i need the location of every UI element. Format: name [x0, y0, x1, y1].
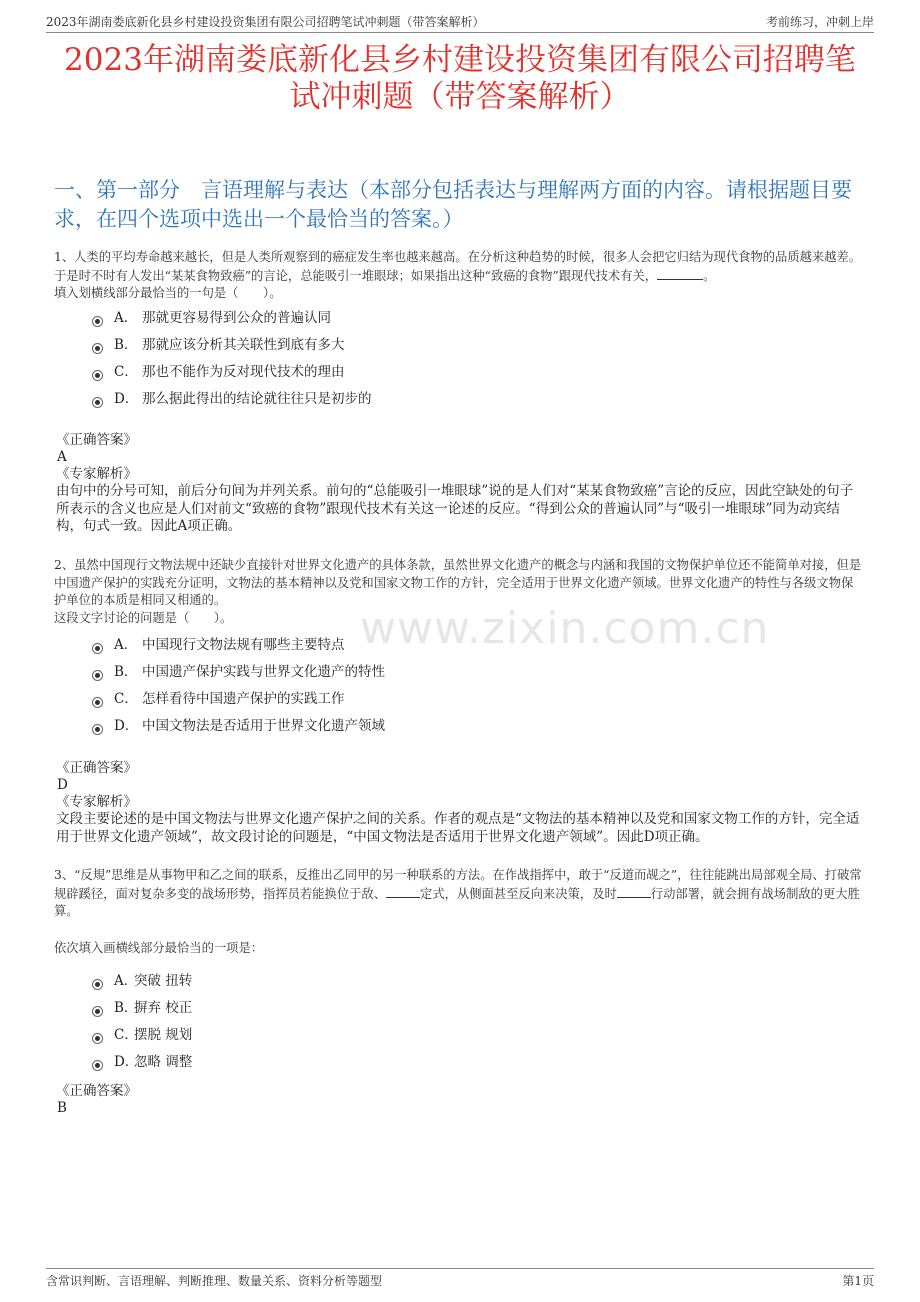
page-header	[46, 10, 874, 33]
explanation-text: 文段主要论述的是中国文物法与世界文化遗产保护之间的关系。作者的观点是“文物法的基本精神以及党和国家文物工作的方针，完全适用于世界文化遗产领域”，故文段讨论的问题是，“中国文物法是否适用于世界文化遗产领域”。因此D项正确。	[56, 811, 860, 845]
radio-icon[interactable]	[92, 370, 103, 381]
document-title: 2023年湖南娄底新化县乡村建设投资集团有限公司招聘笔试冲刺题（带答案解析）	[64, 42, 856, 115]
option-a[interactable]: A． 那就更容易得到公众的普遍认同	[92, 308, 372, 335]
radio-icon[interactable]	[92, 697, 103, 708]
question-1-stem: 1、人类的平均寿命越来越长，但是人类所观察到的癌症发生率也越来越高。在分析这种趋势的时候，很多人会把它归结为现代食物的品质越来越差。于是时不时有人发出“某某食物致癌”的言论，总能吸引一堆眼球；如果指出这种“致癌的食物”跟现代技术有关， 。 填入划横线部分最恰当的一句是（ ）。	[54, 250, 862, 300]
explanation-label: 《专家解析》	[56, 794, 137, 810]
option-d[interactable]: D． 那么据此得出的结论就往往只是初步的	[92, 389, 372, 416]
radio-icon[interactable]	[92, 343, 103, 354]
option-d[interactable]: D． 中国文物法是否适用于世界文化遗产领域	[92, 716, 385, 743]
option-c[interactable]: C． 那也不能作为反对现代技术的理由	[92, 362, 372, 389]
option-c[interactable]: C． 怎样看待中国遗产保护的实践工作	[92, 689, 385, 716]
question-2-prompt: 这段文字讨论的问题是（ ）。	[54, 610, 233, 625]
option-c[interactable]: C．摆脱 规划	[92, 1025, 192, 1052]
option-b[interactable]: B． 那就应该分析其关联性到底有多大	[92, 335, 372, 362]
option-a[interactable]: A．突破 扭转	[92, 971, 192, 998]
footer-description: 含常识判断、言语理解、判断推理、数量关系、资料分析等题型	[46, 1274, 383, 1288]
answer-label: 《正确答案》	[56, 1083, 137, 1099]
radio-icon[interactable]	[92, 979, 103, 990]
question-2-stem: 2、虽然中国现行文物法规中还缺少直接针对世界文化遗产的具体条款，虽然世界文化遗产的概念与内涵和我国的文物保护单位还不能简单对接，但是中国遗产保护的实践充分证明，文物法的基本精神以及党和国家文物工作的方针，完全适用于世界文化遗产领域。世界文化遗产的特性与各级文物保护单位的本质是相同又相通的。 这段文字讨论的问题是（ ）。	[54, 558, 862, 625]
radio-icon[interactable]	[92, 316, 103, 327]
radio-icon[interactable]	[92, 397, 103, 408]
page-footer	[46, 1268, 874, 1289]
radio-icon[interactable]	[92, 670, 103, 681]
question-3-options	[92, 971, 192, 1079]
radio-icon[interactable]	[92, 1033, 103, 1044]
answer-label: 《正确答案》	[56, 432, 137, 448]
question-1-prompt: 填入划横线部分最恰当的一句是（ ）。	[54, 286, 282, 300]
header-doc-title: 2023年湖南娄底新化县乡村建设投资集团有限公司招聘笔试冲刺题（带答案解析）	[46, 15, 485, 29]
section-heading: 一、第一部分 言语理解与表达（本部分包括表达与理解两方面的内容。请根据题目要求，在四个选项中选出一个最恰当的答案。）	[54, 178, 852, 231]
fill-blank	[657, 267, 703, 280]
question-3-answer-block	[56, 1083, 864, 1117]
fill-blank	[617, 885, 651, 898]
answer-value: A	[57, 449, 67, 465]
option-d[interactable]: D．忽略 调整	[92, 1052, 192, 1079]
fill-blank	[386, 885, 420, 898]
radio-icon[interactable]	[92, 643, 103, 654]
radio-icon[interactable]	[92, 1006, 103, 1017]
question-2-options	[92, 635, 385, 743]
answer-label: 《正确答案》	[56, 760, 137, 776]
answer-value: D	[57, 777, 68, 793]
radio-icon[interactable]	[92, 1060, 103, 1071]
watermark: www.zixin.com.cn	[360, 603, 770, 654]
option-b[interactable]: B． 中国遗产保护实践与世界文化遗产的特性	[92, 662, 385, 689]
question-2-answer-block	[56, 760, 864, 846]
answer-value: B	[57, 1100, 67, 1116]
question-1-options	[92, 308, 372, 416]
explanation-text: 由句中的分号可知，前后分句间为并列关系。前句的“总能吸引一堆眼球”说的是人们对“某某食物致癌”言论的反应，因此空缺处的句子所表示的含义也应是人们对前文“致癌的食物”跟现代技术有关这一论述的反应。“得到公众的普遍认同”与“吸引一堆眼球”同为动宾结构，句式一致。因此A项正确。	[56, 483, 854, 534]
option-a[interactable]: A． 中国现行文物法规有哪些主要特点	[92, 635, 385, 662]
header-slogan: 考前练习，冲刺上岸	[765, 15, 874, 29]
question-3-prompt: 依次填入画横线部分最恰当的一项是：	[54, 941, 264, 955]
page-number: 第1页	[842, 1274, 874, 1288]
question-1-answer-block	[56, 432, 864, 536]
question-3-stem: 3、“反規”思维是从事物甲和乙之间的联系，反推出乙同甲的另一种联系的方法。在作战指挥中，敢于“反道而觇之”，往往能跳出局部观全局、打破常规辟蹊径，面对复杂多变的战场形势，指挥员若能换位于敌、 定式，从侧面甚至反向来决策，及时 行动部署，就会拥有战场制敌的更大胜算。	[54, 868, 862, 918]
option-b[interactable]: B．摒弃 校正	[92, 998, 192, 1025]
explanation-label: 《专家解析》	[56, 466, 137, 482]
radio-icon[interactable]	[92, 724, 103, 735]
